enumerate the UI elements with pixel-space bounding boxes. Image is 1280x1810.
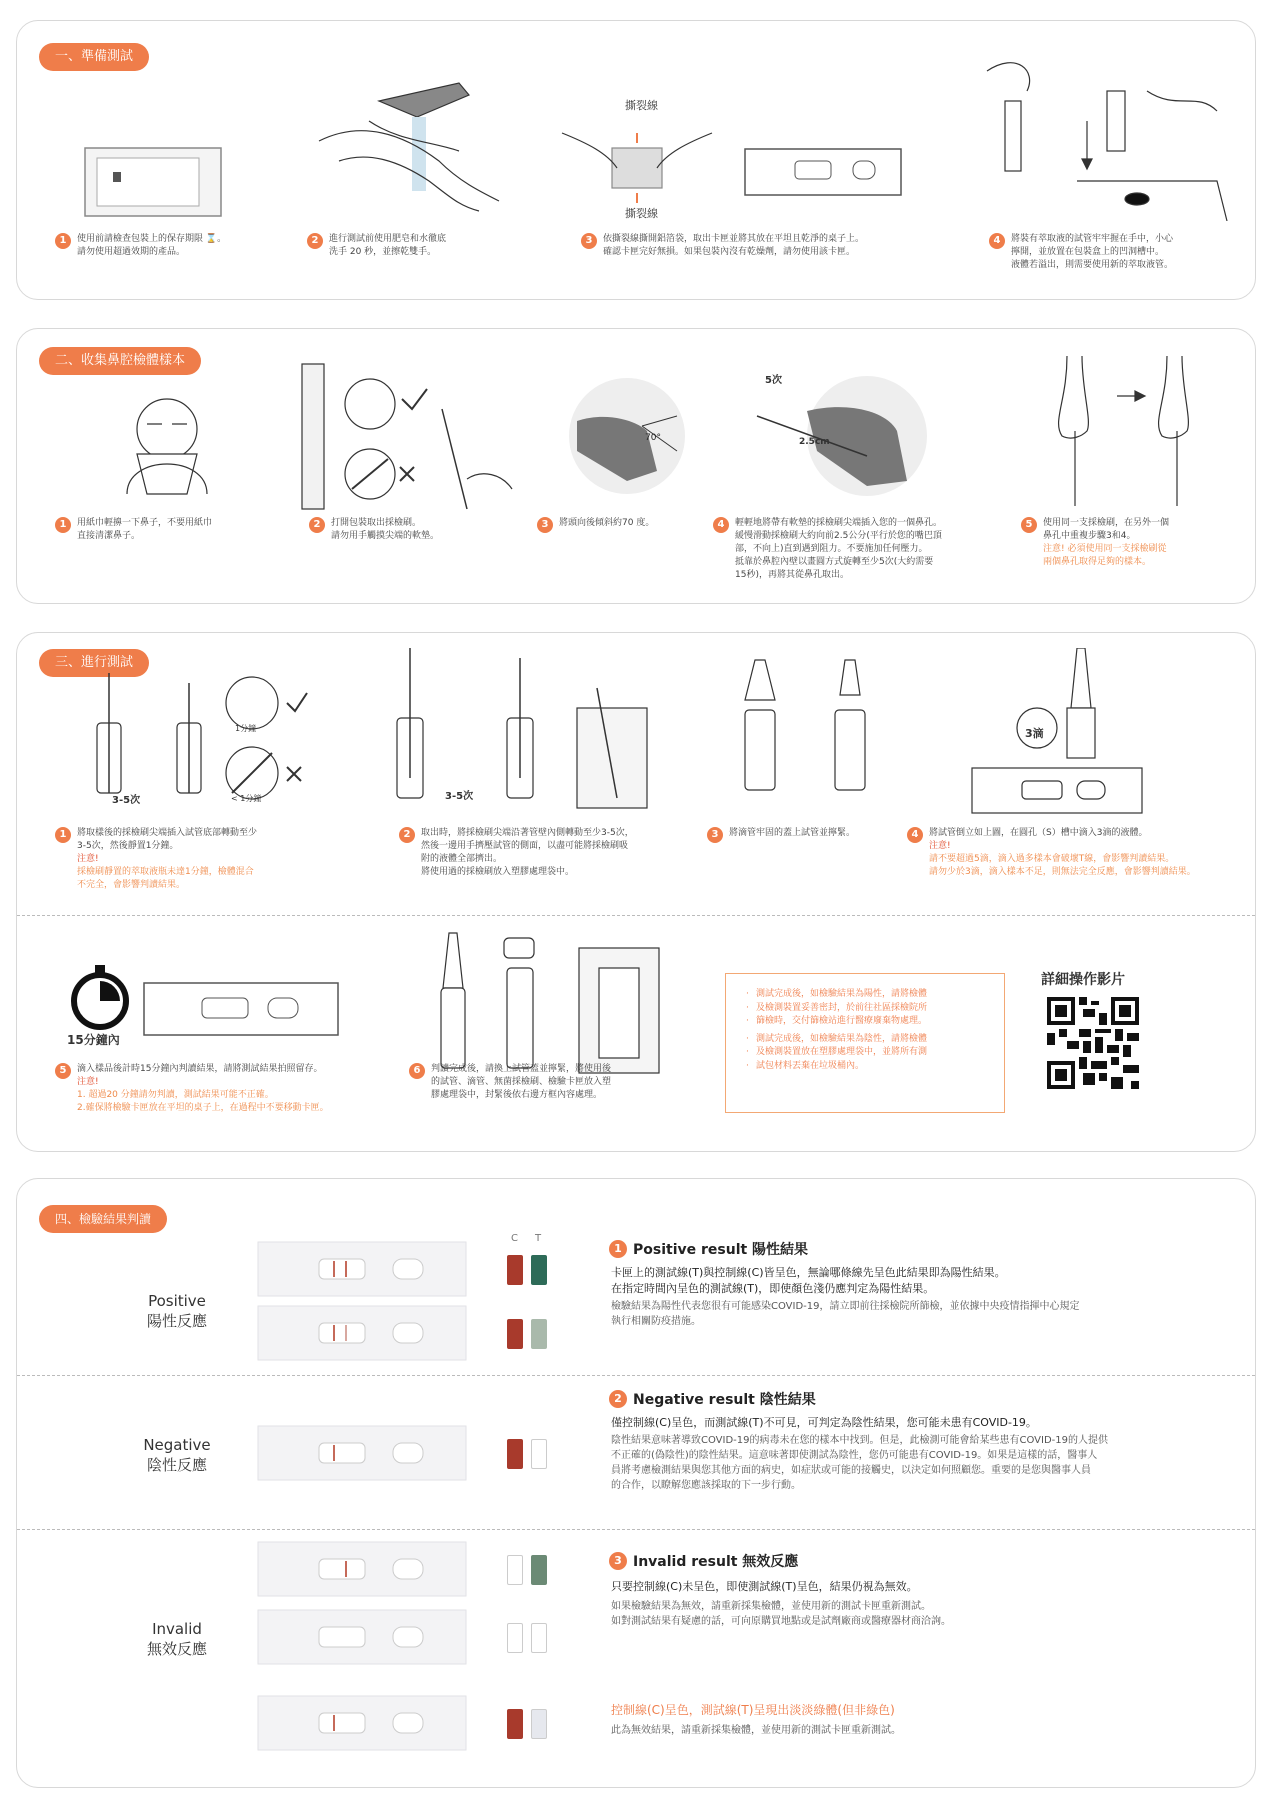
section-title: 三、進行測試 (39, 649, 149, 677)
cassette-result-illustration (142, 981, 342, 1037)
negative-result-note: 陰性結果意味著導致COVID-19的病毒未在您的樣本中找到。但是，此檢測可能會給某些患有COVID-19的人提供 不正確的(偽陰性)的陰性結果。這意味著即使測試為陰性，您仍可能患有COVID-19。如果是這樣的話，醫事人 員將考慮檢測結果與您其他方面的病史，如症狀或可能的接觸史，以決定如何照顧您。重要的是您與醫事人員 的合作，以瞭解您應該採取的下一步行動。 (611, 1435, 1109, 1491)
timer-1-min-label: 1分鐘 (235, 724, 257, 733)
cassette-invalid-none (257, 1609, 467, 1665)
swatch-t (531, 1709, 547, 1739)
tear-line-label-bottom: 撕裂線 (625, 207, 658, 220)
swatch-c (507, 1709, 523, 1739)
swatch-c (507, 1255, 523, 1285)
swatch-c (507, 1439, 523, 1469)
negative-label: Negative 陰性反應 (143, 1436, 211, 1474)
negative-result-heading: 2 Negative result 陰性結果 (609, 1389, 816, 1409)
test-step-4: 4 將試管倒立如上圖，在圓孔（S）槽中滴入3滴的液體。 注意! 請不要超過5滴，滴入過多樣本會破壞T線，會影響判讀結果。 請勿少於3滴，滴入樣本不足，則無法完全反應，會影響判讀結果。 (907, 827, 1247, 879)
swatch-t (531, 1439, 547, 1469)
test-pouch-illustration (83, 146, 223, 218)
section-title: 四、檢驗結果判讀 (39, 1205, 167, 1233)
other-nostril-illustration (1037, 351, 1237, 511)
head-angle-label: 70° (645, 433, 661, 443)
test-step-6: 6 判讀完成後，請換上試管蓋並擰緊，將使用後 的試管、滴管、無菌採檢刷、檢驗卡匣放入塑 膠處理袋中，封緊後依右邊方框內容處理。 (409, 1063, 659, 1102)
rotate-times-label: 5次 (765, 375, 782, 386)
three-drops-label: 3滴 (1025, 727, 1044, 740)
section-title: 一、準備測試 (39, 43, 149, 71)
prepare-step-2: 2 進行測試前使用肥皂和水徹底 洗手 20 秒，並擦乾雙手。 (307, 233, 527, 259)
swatch-c (507, 1623, 523, 1653)
tear-line-label-top: 撕裂線 (625, 99, 658, 112)
test-step-3: 3 將滴管牢固的蓋上試管並擰緊。 (707, 827, 907, 843)
control-line-label: C (511, 1233, 518, 1244)
squeeze-tube-illustration (377, 648, 667, 818)
tube-in-box-illustration (977, 51, 1237, 221)
insert-depth-label: 2.5cm (799, 437, 830, 447)
section-perform-test (16, 632, 1256, 1152)
faint-test-line-body: 此為無效結果，請重新採集檢體，並使用新的測試卡匣重新測試。 (611, 1725, 901, 1736)
cap-tube-illustration (735, 655, 885, 805)
test-step-1: 1 將取樣後的採檢刷尖端插入試管底部轉動至少 3-5次，然後靜置1分鐘。 注意! 採檢刷靜置的萃取液瓶未達1分鐘，檢體混合 不完全，會影響判讀結果。 (55, 827, 315, 892)
tilt-head-illustration (567, 371, 687, 501)
timer-under-1-min-label: < 1分鐘 (231, 794, 262, 803)
section-divider (17, 915, 1255, 916)
collect-step-1: 1 用紙巾輕擤一下鼻子，不要用紙巾 直接清潔鼻子。 (55, 517, 255, 543)
test-step-2: 2 取出時，將採檢刷尖端沿著管壁內側轉動至少3-5次， 然後一邊用手擠壓試管的側面，以盡可能將採檢刷吸 附的液體全部擠出。 將使用過的採檢刷放入塑膠處理袋中。 (399, 827, 689, 879)
invalid-result-heading: 3 Invalid result 無效反應 (609, 1551, 798, 1571)
fifteen-min-label: 15分鐘內 (67, 1033, 120, 1047)
insert-swab-illustration (747, 371, 927, 501)
disposal-notice-box: · 測試完成後，如檢驗結果為陽性，請將檢體 · 及檢測裝置妥善密封，於前往社區採檢院所 · 篩檢時，交付篩檢站進行醫療廢棄物處理。 · 測試完成後，如檢驗結果為陰性，請將檢體 · 及檢測裝置放在塑膠處理袋中，並將所有測 · 試包材料丟棄在垃圾桶內。 (725, 973, 1005, 1113)
cassette-positive-faint (257, 1305, 467, 1361)
section-results (16, 1178, 1256, 1788)
prepare-step-1: 1 使用前請檢查包裝上的保存期限 ⌛。 請勿使用超過效期的產品。 (55, 233, 275, 259)
invalid-label: Invalid 無效反應 (146, 1620, 207, 1658)
positive-result-body: 卡匣上的測試線(T)與控制線(C)皆呈色，無論哪條線先呈色此結果即為陽性結果。 在指定時間內呈色的測試線(T)，即使顏色淺仍應判定為陽性結果。 (611, 1266, 1006, 1295)
section-collect-sample (16, 328, 1256, 604)
collect-step-2: 2 打開包裝取出採檢刷。 請勿用手觸摸尖端的軟墊。 (309, 517, 509, 543)
swatch-t (531, 1319, 547, 1349)
cassette-invalid-t-only (257, 1541, 467, 1597)
invalid-result-body: 只要控制線(C)未呈色，即使測試線(T)呈色，結果仍視為無效。 (611, 1580, 918, 1593)
faint-test-line-warning: 控制線(C)呈色，測試線(T)呈現出淡淡綠體(但非綠色) (611, 1703, 895, 1717)
swatch-t (531, 1555, 547, 1585)
video-guide-title: 詳細操作影片 (1041, 972, 1125, 988)
result-divider (17, 1529, 1255, 1530)
prepare-step-3: 3 依撕裂線撕開鋁箔袋，取出卡匣並將其放在平坦且乾淨的桌子上。 確認卡匣完好無損。如果包裝內沒有乾燥劑，請勿使用該卡匣。 (581, 233, 971, 259)
swatch-c (507, 1319, 523, 1349)
positive-label: Positive 陽性反應 (146, 1292, 207, 1330)
negative-result-body: 僅控制線(C)呈色，而測試線(T)不可見，可判定為陰性結果，您可能未患有COVID-19。 (611, 1416, 1037, 1429)
stopwatch-illustration (65, 963, 135, 1033)
blow-nose-illustration (107, 384, 227, 504)
hand-washing-illustration (309, 81, 519, 221)
rotate-label-2: 3-5次 (445, 791, 474, 802)
dispose-illustration (429, 928, 669, 1078)
qr-code[interactable] (1047, 997, 1139, 1089)
swatch-t (531, 1255, 547, 1285)
section-title: 二、收集鼻腔檢體樣本 (39, 347, 201, 375)
positive-result-note: 檢驗結果為陽性代表您很有可能感染COVID-19，請立即前往採檢院所篩檢，並依據中央疫情指揮中心規定 執行相關防疫措施。 (611, 1301, 1080, 1327)
collect-step-3: 3 將頭向後傾斜約70 度。 (537, 517, 697, 533)
cassette-invalid-faint-t (257, 1695, 467, 1751)
invalid-result-note: 如果檢驗結果為無效，請重新採集檢體，並使用新的測試卡匣重新測試。 如對測試結果有疑慮的話，可向原購買地點或是試劑廠商或醫療器材商洽詢。 (611, 1601, 951, 1627)
open-swab-illustration (282, 359, 522, 519)
drop-sample-illustration (967, 648, 1147, 818)
swatch-c (507, 1555, 523, 1585)
prepare-step-4: 4 將裝有萃取液的試管牢牢握在手中，小心 擰開，並放置在包裝盒上的凹洞槽中。 液體若溢出，則需要使用新的萃取液管。 (989, 233, 1239, 272)
test-cassette-illustration (743, 147, 903, 197)
swatch-t (531, 1623, 547, 1653)
section-prepare (16, 20, 1256, 300)
collect-step-5: 5 使用同一支採檢刷，在另外一個 鼻孔中重複步驟3和4。 注意! 必須使用同一支採檢刷從 兩個鼻孔取得足夠的樣本。 (1021, 517, 1241, 569)
positive-result-heading: 1 Positive result 陽性結果 (609, 1239, 808, 1259)
collect-step-4: 4 輕輕地將帶有軟墊的採檢刷尖端插入您的一個鼻孔。 緩慢滑動採檢刷大約向前2.5公分(平行於您的嘴巴頂 部，不向上)直到遇到阻力。不要施加任何壓力。 抵靠於鼻腔內壁以畫圓方式旋轉至少5次(大約需要 15秒)，再將其從鼻孔取出。 (713, 517, 993, 582)
cassette-positive-strong (257, 1241, 467, 1297)
result-divider (17, 1375, 1255, 1376)
rotate-label-1: 3-5次 (112, 795, 141, 806)
test-step-5: 5 滴入樣品後計時15分鐘內判讀結果，請將測試結果拍照留存。 注意! 1. 超過20 分鐘請勿判讀，測試結果可能不正確。 2.確保將檢驗卡匣放在平坦的桌子上，在過程中不要移動卡匣。 (55, 1063, 395, 1115)
test-line-label: T (535, 1233, 542, 1244)
cassette-negative (257, 1425, 467, 1481)
